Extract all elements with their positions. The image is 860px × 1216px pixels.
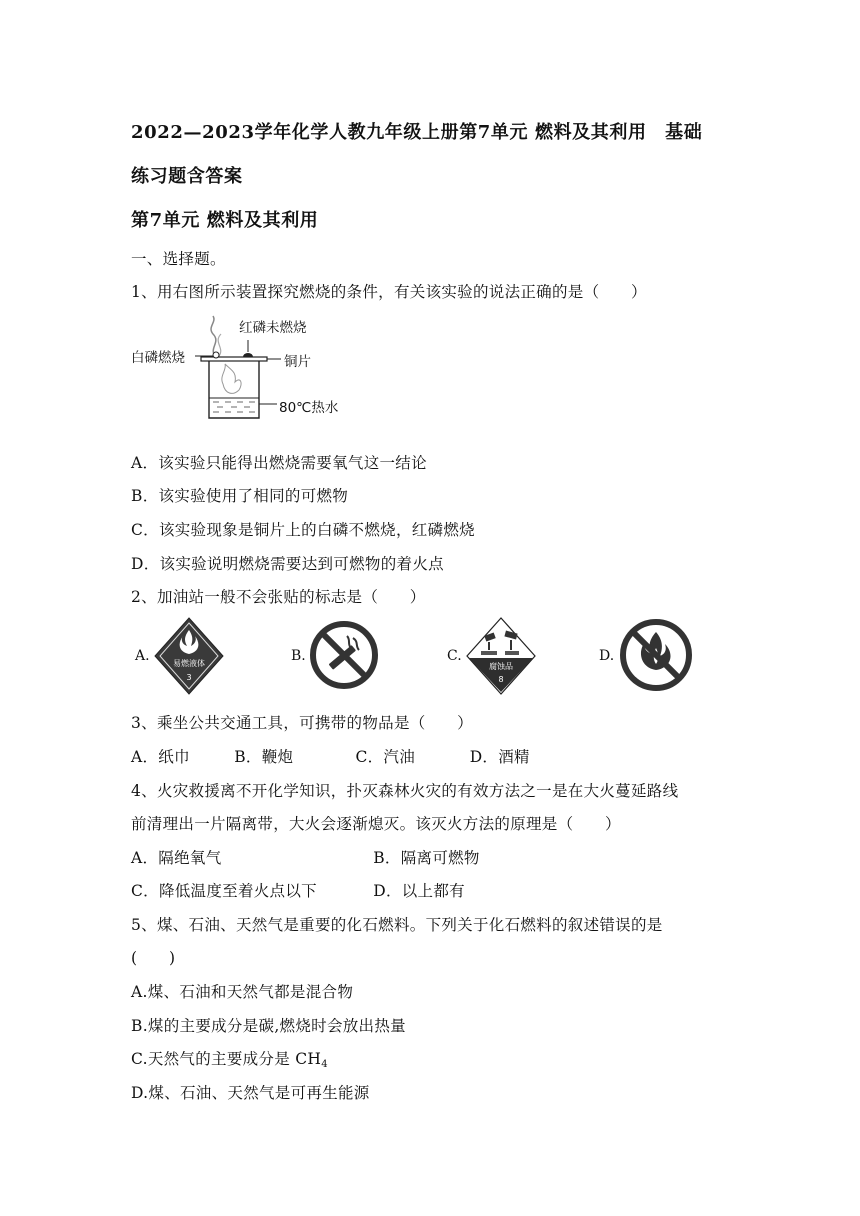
question-3-options [131,745,530,767]
document-title-line2: 练习题含答案 [131,166,243,187]
unit-heading: 第7单元 燃料及其利用 [131,210,319,231]
question-5-option-a: A.煤、石油和天然气都是混合物 [131,983,354,1001]
question-3-option-b: B．鞭炮 [234,748,294,766]
question-2-sign-options [131,616,731,698]
sign-b-letter: B. [291,648,306,664]
question-1-stem: 1、用右图所示装置探究燃烧的条件，有关该实验的说法正确的是（ ） [131,283,647,301]
question-4-option-d: D．以上都有 [373,882,465,900]
combustion-apparatus-figure [131,312,341,424]
label-white-phosphorus: 白磷燃烧 [131,350,185,366]
corrosive-sign-icon [465,616,537,696]
question-5-stem-line2: ( ) [131,949,176,967]
sign-a-letter: A. [135,648,150,664]
question-1-option-b: B．该实验使用了相同的可燃物 [131,487,349,505]
label-red-phosphorus: 红磷未燃烧 [239,320,307,336]
question-5-option-c-text: C.天然气的主要成分是 CH [131,1050,322,1068]
sign-c-number: 8 [498,675,504,684]
question-3-stem: 3、乘坐公共交通工具，可携带的物品是（ ） [131,714,473,732]
question-4-options-row2 [131,879,465,901]
question-5-option-c [131,1047,328,1070]
question-3-option-d: D．酒精 [469,748,530,766]
sign-c-letter: C. [447,648,462,664]
question-1-option-d: D．该实验说明燃烧需要达到可燃物的着火点 [131,555,444,573]
question-4-stem-line1: 4、火灾救援离不开化学知识，扑灭森林火灾的有效方法之一是在大火蔓延路线 [131,782,679,800]
question-2-stem: 2、加油站一般不会张贴的标志是（ ） [131,588,426,606]
no-smoking-sign-icon [309,620,379,690]
question-3-option-a: A．纸巾 [131,748,190,766]
sign-a-number: 3 [186,673,192,682]
question-5-option-b: B.煤的主要成分是碳,燃烧时会放出热量 [131,1017,406,1035]
label-copper-sheet: 铜片 [284,354,311,370]
flammable-liquid-sign-icon [153,616,225,696]
methane-subscript: 4 [321,1059,328,1070]
question-4-option-a: A．隔绝氧气 [131,849,222,867]
question-4-option-c: C．降低温度至着火点以下 [131,882,317,900]
no-open-flame-sign-icon [619,618,693,692]
document-title-line1: 2022—2023学年化学人教九年级上册第7单元 燃料及其利用 基础 [131,122,703,143]
question-4-option-b: B．隔离可燃物 [373,849,480,867]
question-4-options-row1 [131,846,480,868]
sign-a-caption: 易燃液体 [173,659,205,668]
question-4-stem-line2: 前清理出一片隔离带，大火会逐渐熄灭。该灭火方法的原理是（ ） [131,815,621,833]
label-hot-water: 80℃热水 [279,400,339,416]
question-5-stem-line1: 5、煤、石油、天然气是重要的化石燃料。下列关于化石燃料的叙述错误的是 [131,916,663,934]
question-3-option-c: C．汽油 [355,748,416,766]
section-heading: 一、选择题。 [131,250,226,268]
question-1-option-a: A．该实验只能得出燃烧需要氧气这一结论 [131,454,427,472]
question-1-option-c: C．该实验现象是铜片上的白磷不燃烧，红磷燃烧 [131,521,475,539]
sign-d-letter: D. [599,648,615,664]
question-5-option-d: D.煤、石油、天然气是可再生能源 [131,1084,370,1102]
sign-c-caption: 腐蚀品 [489,662,513,671]
